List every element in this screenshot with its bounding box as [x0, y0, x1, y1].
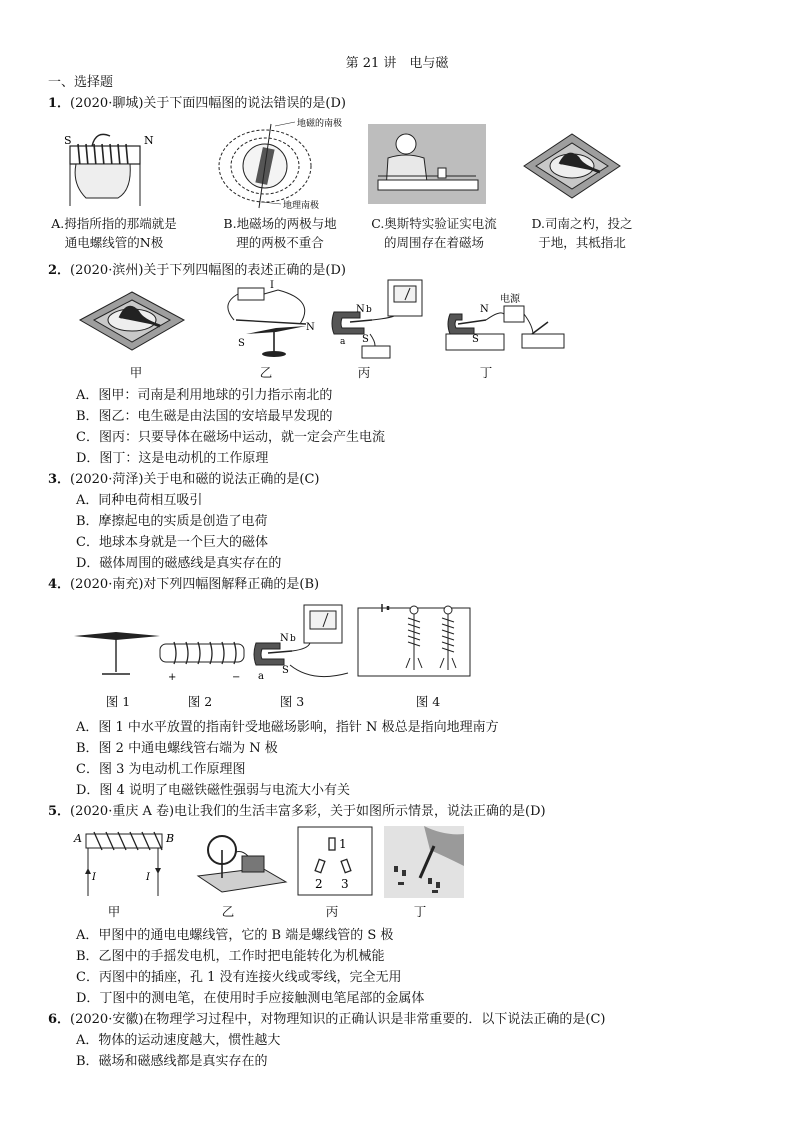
question-stem: (2020·安徽)在物理学习过程中，对物理知识的正确认识是非常重要的．以下说法正确的是(C) [70, 1012, 606, 1027]
q2-option-d: D．图丁：这是电动机的工作原理 [76, 451, 269, 466]
current-label-left: I [92, 872, 96, 883]
north-pole-label: N [480, 304, 489, 315]
q5-figure-bing-socket [297, 826, 373, 896]
q5-option-b: B．乙图中的手摇发电机，工作时把电能转化为机械能 [76, 949, 385, 964]
q4-option-d: D．图 4 说明了电磁铁磁性强弱与电流大小有关 [76, 783, 350, 798]
q1-figure-d-sinan [520, 126, 624, 206]
q5-option-c: C．丙图中的插座，孔 1 没有连接火线或零线，完全无用 [76, 970, 402, 985]
question-2 [48, 259, 346, 278]
south-pole-label: S [282, 665, 289, 676]
q2-caption-yi: 乙 [259, 365, 273, 380]
hole-2-label: 2 [315, 877, 323, 891]
q4-caption-2: 图 2 [187, 694, 213, 709]
page-title: 第 21 讲 电与磁 [345, 56, 449, 71]
positive-terminal-label: + [168, 672, 177, 683]
negative-terminal-label: − [232, 672, 241, 683]
q5-option-d: D．丁图中的测电笔，在使用时手应接触测电笔尾部的金属体 [76, 991, 425, 1006]
q4-caption-3: 图 3 [279, 694, 305, 709]
end-a-label: A [74, 832, 82, 845]
q5-caption-ding: 丁 [413, 904, 427, 919]
q2-option-c: C．图丙：只要导体在磁场中运动，就一定会产生电流 [76, 430, 385, 445]
question-stem: (2020·滨州)关于下列四幅图的表述正确的是(D) [70, 263, 346, 278]
b-label: b [366, 305, 372, 315]
hole-1-label: 1 [339, 837, 347, 851]
q4-figure-1-compass-needle [72, 626, 162, 682]
south-pole-label: S [238, 338, 245, 349]
north-pole-label: N [306, 322, 315, 333]
q2-caption-ding: 丁 [479, 365, 493, 380]
current-label-right: I [146, 872, 150, 883]
q4-option-c: C．图 3 为电动机工作原理图 [76, 762, 246, 777]
q2-figure-yi-oersted [216, 280, 320, 360]
q2-option-b: B．图乙：电生磁是由法国的安培最早发现的 [76, 409, 333, 424]
end-b-label: B [166, 832, 175, 845]
q1-figure-a-hand-solenoid [62, 124, 162, 210]
current-label: I [270, 280, 274, 291]
question-1 [48, 92, 346, 111]
q2-figure-jia-sinan [76, 286, 188, 358]
q2-figure-bing-induction [330, 278, 430, 362]
q4-figure-4-electromagnets [352, 602, 474, 686]
north-pole-label: N [144, 134, 154, 147]
question-stem: (2020·聊城)关于下面四幅图的说法错误的是(D) [70, 96, 346, 111]
q6-option-a: A．物体的运动速度越大，惯性越大 [76, 1033, 281, 1048]
south-pole-label: S [472, 334, 479, 345]
hole-3-label: 3 [341, 877, 349, 891]
a-label: a [340, 337, 346, 347]
q4-caption-1: 图 1 [105, 694, 131, 709]
power-supply-label: 电源 [500, 294, 520, 305]
question-stem: (2020·重庆 A 卷)电让我们的生活丰富多彩，关于如图所示情景，说法正确的是(D) [70, 804, 546, 819]
q1-caption-b: B.地磁场的两极与地 理的两极不重合 [223, 216, 337, 250]
q5-figure-yi-hand-generator [192, 826, 292, 898]
north-pole-label: N [280, 633, 289, 644]
q3-option-b: B．摩擦起电的实质是创造了电荷 [76, 514, 268, 529]
q1-caption-a: A.拇指所指的那端就是 通电螺线管的N极 [51, 216, 177, 250]
geomagnetic-south-label: 地磁的南极 [297, 119, 343, 129]
north-pole-label: N [356, 304, 365, 315]
question-stem: (2020·菏泽)关于电和磁的说法正确的是(C) [70, 472, 320, 487]
question-3 [48, 468, 320, 487]
question-number: 4． [48, 577, 71, 592]
q3-option-d: D．磁体周围的磁感线是真实存在的 [76, 556, 282, 571]
q3-option-c: C．地球本身就是一个巨大的磁体 [76, 535, 268, 550]
q5-caption-yi: 乙 [221, 904, 235, 919]
q4-option-b: B．图 2 中通电螺线管右端为 N 极 [76, 741, 278, 756]
q5-option-a: A．甲图中的通电电螺线管，它的 B 端是螺线管的 S 极 [76, 928, 394, 943]
q1-caption-d: D.司南之杓，投之 于地，其柢指北 [531, 216, 633, 250]
question-number: 6． [48, 1012, 71, 1027]
b-label: b [290, 634, 296, 644]
question-number: 2． [48, 263, 71, 278]
south-pole-label: S [362, 334, 369, 345]
question-stem: (2020·南充)对下列四幅图解释正确的是(B) [70, 577, 320, 592]
geographic-south-label: 地理南极 [283, 201, 320, 211]
question-number: 1． [48, 96, 71, 111]
q5-caption-bing: 丙 [325, 904, 339, 919]
q5-figure-ding-test-pen [384, 826, 464, 898]
question-6 [48, 1008, 606, 1027]
question-number: 5． [48, 804, 71, 819]
q6-option-b: B．磁场和磁感线都是真实存在的 [76, 1054, 268, 1069]
q2-option-a: A．图甲：司南是利用地球的引力指示南北的 [76, 388, 333, 403]
q4-figure-3-induction [250, 603, 350, 685]
q1-figure-b-geomagnetic-field [215, 118, 355, 212]
section-heading: 一、选择题 [48, 75, 114, 90]
q2-caption-bing: 丙 [357, 365, 371, 380]
q1-caption-c: C.奥斯特实验证实电流 的周围存在着磁场 [371, 216, 497, 250]
q4-figure-2-solenoid [154, 636, 250, 686]
question-4 [48, 573, 319, 592]
question-5 [48, 800, 546, 819]
q2-figure-ding-motor [440, 290, 570, 360]
q2-caption-jia: 甲 [129, 365, 143, 380]
q4-caption-4: 图 4 [415, 694, 441, 709]
q5-figure-jia-solenoid [72, 826, 182, 898]
a-label: a [258, 671, 264, 682]
q5-caption-jia: 甲 [107, 904, 121, 919]
q1-figure-c-oersted-experiment [368, 124, 486, 204]
q3-option-a: A．同种电荷相互吸引 [76, 493, 203, 508]
question-number: 3． [48, 472, 71, 487]
south-pole-label: S [64, 134, 72, 147]
q4-option-a: A．图 1 中水平放置的指南针受地磁场影响，指针 N 极总是指向地理南方 [76, 720, 499, 735]
